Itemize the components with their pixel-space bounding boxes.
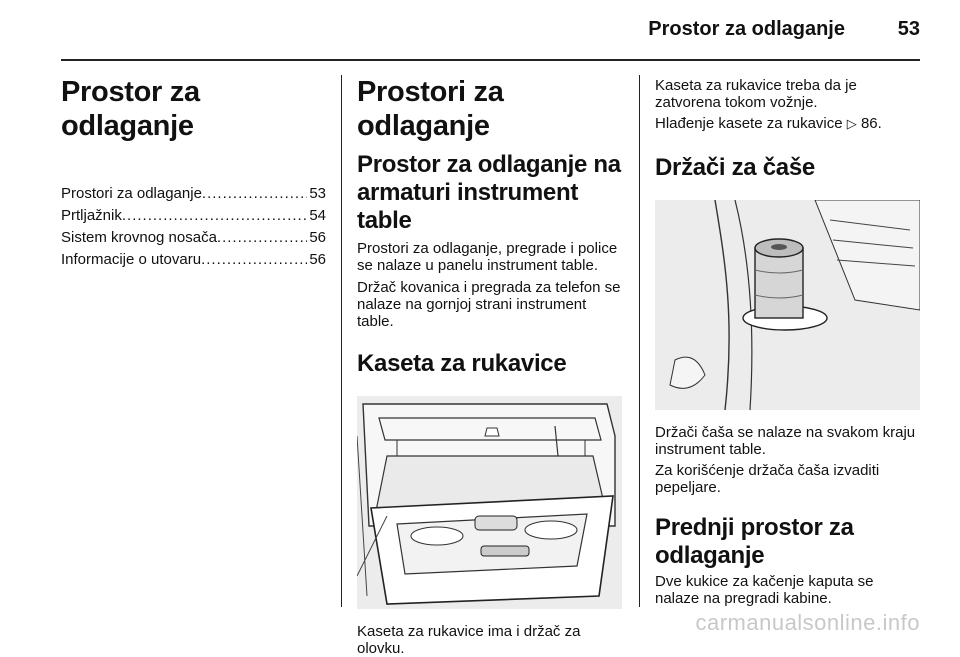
reference-arrow-icon: ▷: [846, 116, 857, 131]
glovebox-heading: Kaseta za rukavice: [357, 350, 567, 377]
front-storage-heading: Prednji prostor za odlaganje: [655, 514, 854, 569]
cross-reference-page: 86.: [860, 115, 882, 132]
paragraph: Za korišćenje držača čaša izvaditi pepeljare.: [655, 462, 880, 496]
toc-entry-page: 54: [309, 207, 326, 224]
toc-entry-label: Prostori za odlaganje: [61, 185, 202, 202]
cupholder-heading: Držači za čaše: [655, 154, 815, 181]
running-title: Prostor za odlaganje: [648, 18, 845, 40]
toc-entry-label: Informacije o utovaru: [61, 251, 202, 268]
table-of-contents: [61, 183, 326, 271]
toc-leader-dots: [201, 249, 307, 271]
toc-entry-label: Prtljažnik: [61, 207, 122, 224]
paragraph: Prostori za odlaganje, pregrade i police se nalaze u panelu instrument table.: [357, 240, 618, 274]
subsection-title: Prostor za odlaganje na armaturi instrument table: [357, 151, 621, 234]
toc-entry[interactable]: [61, 227, 326, 249]
toc-entry-page: 56: [309, 251, 326, 268]
watermark: carmanualsonline.info: [695, 610, 920, 635]
toc-entry-label: Sistem krovnog nosača: [61, 229, 217, 246]
toc-leader-dots: [202, 183, 307, 205]
running-header: [0, 18, 920, 48]
paragraph: Dve kukice za kačenje kaputa se nalaze na pregradi kabine.: [655, 573, 874, 607]
cupholder-illustration: [655, 200, 920, 410]
page-number: 53: [897, 18, 920, 40]
section-title: Prostori za odlaganje: [357, 76, 504, 142]
header-rule: [61, 59, 920, 61]
right-column: [655, 75, 920, 607]
paragraph: Kaseta za rukavice treba da je zatvorena tokom vožnje.: [655, 77, 857, 111]
column-divider-left: [341, 75, 342, 607]
cross-reference[interactable]: [655, 115, 920, 132]
paragraph: Držači čaša se nalaze na svakom kraju instrument table.: [655, 424, 916, 458]
toc-entry[interactable]: [61, 249, 326, 271]
left-column: [61, 75, 326, 271]
glovebox-illustration: [357, 396, 622, 609]
toc-entry-page: 53: [309, 185, 326, 202]
toc-leader-dots: [122, 205, 307, 227]
toc-entry-page: 56: [309, 229, 326, 246]
middle-column: [357, 75, 625, 657]
cross-reference-text: Hlađenje kasete za rukavice: [655, 115, 843, 132]
glovebox-drawing: [357, 396, 622, 609]
cupholder-drawing: [655, 200, 920, 410]
toc-entry[interactable]: [61, 205, 326, 227]
toc-entry[interactable]: [61, 183, 326, 205]
caption: Kaseta za rukavice ima i držač za olovku.: [357, 623, 581, 657]
column-divider-right: [639, 75, 640, 607]
paragraph: Držač kovanica i pregrada za telefon se nalaze na gornjoj strani instrument table.: [357, 279, 621, 330]
chapter-title: Prostor za odlaganje: [61, 76, 200, 142]
toc-leader-dots: [217, 227, 307, 249]
